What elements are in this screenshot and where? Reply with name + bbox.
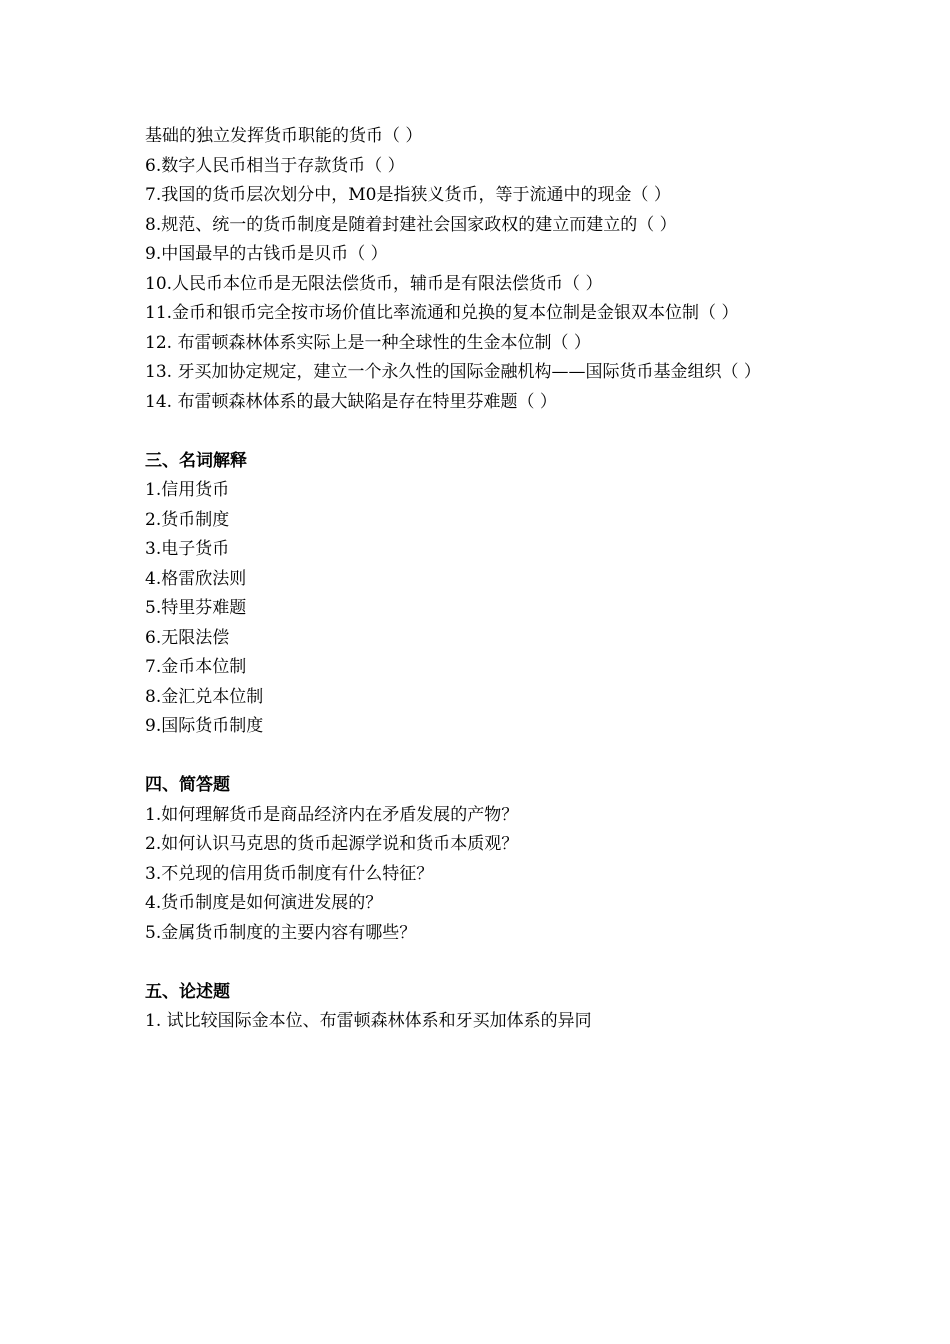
section-spacer: [145, 742, 810, 772]
section-heading-essay: 五、论述题: [145, 981, 230, 1002]
judgement-item: 12. 布雷顿森林体系实际上是一种全球性的生金本位制（ ）: [145, 332, 591, 353]
section-spacer: [145, 417, 810, 447]
term-item: 9.国际货币制度: [145, 716, 264, 736]
section-heading-terms: 三、名词解释: [145, 450, 247, 471]
short-answer-section: [145, 771, 810, 948]
judgement-item: 10.人民币本位币是无限法偿货币，辅币是有限法偿货币（ ）: [145, 273, 603, 294]
judgement-item: 13. 牙买加协定规定，建立一个永久性的国际金融机构——国际货币基金组织（ ）: [145, 362, 761, 382]
judgement-item: 6.数字人民币相当于存款货币（ ）: [145, 155, 405, 176]
term-item: 3.电子货币: [145, 539, 230, 559]
question-item: 1.如何理解货币是商品经济内在矛盾发展的产物？: [145, 804, 519, 825]
document-page: [145, 122, 810, 1037]
term-item: 7.金币本位制: [145, 657, 247, 677]
judgement-item: 基础的独立发挥货币职能的货币（ ）: [145, 126, 423, 146]
judgement-item: 8.规范、统一的货币制度是随着封建社会国家政权的建立而建立的（ ）: [145, 214, 677, 235]
judgement-section: [145, 122, 810, 417]
term-item: 4.格雷欣法则: [145, 568, 247, 589]
question-item: 2.如何认识马克思的货币起源学说和货币本质观？: [145, 834, 519, 854]
judgement-item: 14. 布雷顿森林体系的最大缺陷是存在特里芬难题（ ）: [145, 391, 557, 412]
judgement-item: 7.我国的货币层次划分中，M0是指狭义货币，等于流通中的现金（ ）: [145, 185, 671, 205]
judgement-item: 11.金币和银币完全按市场价值比率流通和兑换的复本位制是金银双本位制（ ）: [145, 303, 739, 323]
term-item: 1.信用货币: [145, 480, 230, 500]
question-item: 3.不兑现的信用货币制度有什么特征？: [145, 863, 434, 884]
question-item: 4.货币制度是如何演进发展的？: [145, 893, 383, 913]
question-item: 5.金属货币制度的主要内容有哪些？: [145, 922, 417, 943]
essay-item: 1. 试比较国际金本位、布雷顿森林体系和牙买加体系的异同: [145, 1011, 592, 1031]
term-item: 5.特里芬难题: [145, 598, 247, 618]
essay-section: [145, 978, 810, 1037]
term-item: 6.无限法偿: [145, 627, 230, 648]
term-item: 8.金汇兑本位制: [145, 686, 264, 707]
terms-section: [145, 447, 810, 742]
judgement-item: 9.中国最早的古钱币是贝币（ ）: [145, 244, 388, 264]
term-item: 2.货币制度: [145, 509, 230, 530]
section-spacer: [145, 948, 810, 978]
section-heading-short-answer: 四、简答题: [145, 775, 230, 795]
